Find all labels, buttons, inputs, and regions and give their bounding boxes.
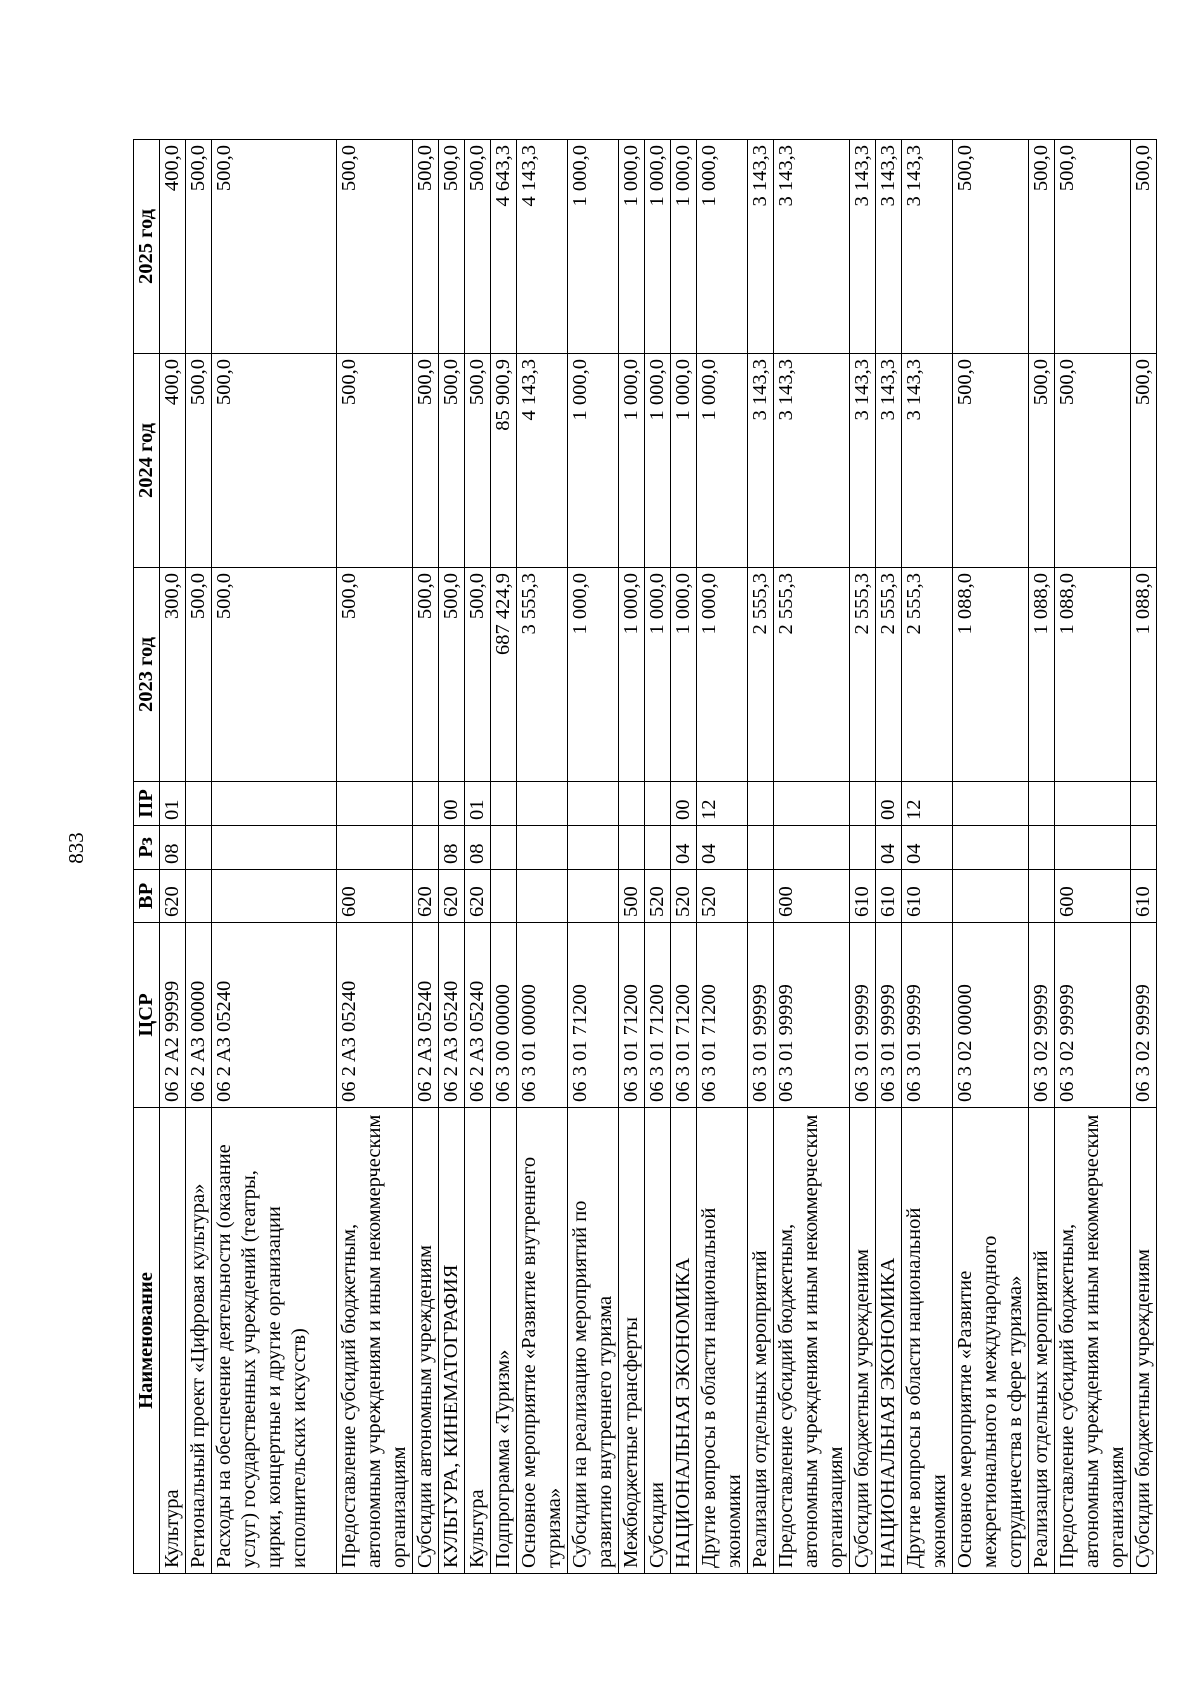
- row-amount-2024: 1 000,0: [619, 354, 645, 568]
- row-amount-2023: 300,0: [160, 568, 186, 782]
- table-row: [876, 140, 902, 1574]
- row-amount-2023: 500,0: [413, 568, 439, 782]
- table-row: [1131, 140, 1157, 1574]
- row-csr: 06 3 01 99999: [850, 923, 876, 1108]
- row-pr: 00: [439, 782, 465, 826]
- row-pr: 12: [697, 782, 748, 826]
- row-vr: [491, 870, 517, 923]
- row-amount-2024: 500,0: [413, 354, 439, 568]
- row-amount-2024: 500,0: [337, 354, 413, 568]
- table-row: [850, 140, 876, 1574]
- row-pr: 00: [876, 782, 902, 826]
- row-amount-2023: 2 555,3: [748, 568, 774, 782]
- row-amount-2024: 1 000,0: [697, 354, 748, 568]
- row-amount-2023: 1 000,0: [671, 568, 697, 782]
- table-row: [619, 140, 645, 1574]
- row-rz: [774, 826, 850, 870]
- header-2025: 2025 год: [134, 140, 160, 354]
- row-amount-2024: 3 143,3: [748, 354, 774, 568]
- row-rz: [1029, 826, 1055, 870]
- row-name: Основное мероприятие «Развитие межрегионального и международного сотрудничества в сфере туризма»: [953, 1108, 1029, 1574]
- table-row: [1055, 140, 1131, 1574]
- table-row: [491, 140, 517, 1574]
- rotated-table-wrapper: [133, 140, 1154, 1574]
- row-amount-2024: 500,0: [439, 354, 465, 568]
- row-csr: 06 2 A3 05240: [439, 923, 465, 1108]
- row-pr: [748, 782, 774, 826]
- row-rz: 04: [876, 826, 902, 870]
- row-csr: 06 2 A2 99999: [160, 923, 186, 1108]
- row-amount-2023: 1 000,0: [697, 568, 748, 782]
- row-amount-2025: 3 143,3: [876, 140, 902, 354]
- table-row: [902, 140, 953, 1574]
- table-header: [134, 140, 160, 1574]
- row-rz: [212, 826, 337, 870]
- table-row: [337, 140, 413, 1574]
- row-amount-2025: 500,0: [439, 140, 465, 354]
- header-2023: 2023 год: [134, 568, 160, 782]
- row-csr: 06 2 A3 05240: [212, 923, 337, 1108]
- table-row: [439, 140, 465, 1574]
- row-pr: [1131, 782, 1157, 826]
- table-row: [465, 140, 491, 1574]
- row-csr: 06 3 01 99999: [902, 923, 953, 1108]
- row-csr: 06 3 00 00000: [491, 923, 517, 1108]
- row-csr: 06 3 01 71200: [697, 923, 748, 1108]
- row-pr: [413, 782, 439, 826]
- header-vr: ВР: [134, 870, 160, 923]
- row-amount-2024: 1 000,0: [671, 354, 697, 568]
- row-amount-2024: 4 143,3: [517, 354, 568, 568]
- row-csr: 06 3 02 99999: [1055, 923, 1131, 1108]
- row-amount-2023: 1 000,0: [619, 568, 645, 782]
- row-csr: 06 3 01 99999: [876, 923, 902, 1108]
- row-amount-2023: 1 000,0: [568, 568, 619, 782]
- row-rz: [850, 826, 876, 870]
- row-pr: [850, 782, 876, 826]
- row-name: Расходы на обеспечение деятельности (оказание услуг) государственных учреждений (театры, цирки, концертные и другие организации исполнительских искусств): [212, 1108, 337, 1574]
- row-pr: 12: [902, 782, 953, 826]
- row-rz: [568, 826, 619, 870]
- row-amount-2023: 1 088,0: [1131, 568, 1157, 782]
- table-row: [953, 140, 1029, 1574]
- budget-table: [133, 139, 1157, 1574]
- row-pr: [774, 782, 850, 826]
- row-amount-2023: 2 555,3: [850, 568, 876, 782]
- row-vr: [568, 870, 619, 923]
- row-amount-2025: 500,0: [953, 140, 1029, 354]
- row-csr: 06 2 A3 00000: [186, 923, 212, 1108]
- row-amount-2024: 500,0: [1029, 354, 1055, 568]
- table-body: [160, 140, 1157, 1574]
- row-vr: 620: [413, 870, 439, 923]
- row-name: Субсидии на реализацию мероприятий по развитию внутреннего туризма: [568, 1108, 619, 1574]
- row-amount-2025: 1 000,0: [568, 140, 619, 354]
- row-rz: [645, 826, 671, 870]
- row-csr: 06 3 01 71200: [671, 923, 697, 1108]
- row-csr: 06 3 02 00000: [953, 923, 1029, 1108]
- header-rz: Рз: [134, 826, 160, 870]
- row-pr: [1029, 782, 1055, 826]
- row-vr: 520: [645, 870, 671, 923]
- table-row: [160, 140, 186, 1574]
- row-name: Культура: [465, 1108, 491, 1574]
- row-rz: [619, 826, 645, 870]
- row-vr: 620: [439, 870, 465, 923]
- row-rz: 04: [902, 826, 953, 870]
- row-vr: [517, 870, 568, 923]
- row-csr: 06 2 A3 05240: [337, 923, 413, 1108]
- table-row: [413, 140, 439, 1574]
- row-amount-2023: 500,0: [439, 568, 465, 782]
- row-csr: 06 2 A3 05240: [465, 923, 491, 1108]
- row-csr: 06 3 01 71200: [619, 923, 645, 1108]
- row-csr: 06 3 01 99999: [774, 923, 850, 1108]
- row-amount-2025: 500,0: [212, 140, 337, 354]
- row-vr: 600: [337, 870, 413, 923]
- row-vr: 600: [774, 870, 850, 923]
- row-vr: 500: [619, 870, 645, 923]
- row-name: Субсидии: [645, 1108, 671, 1574]
- row-pr: [953, 782, 1029, 826]
- row-name: Реализация отдельных мероприятий: [1029, 1108, 1055, 1574]
- row-name: Субсидии автономным учреждениям: [413, 1108, 439, 1574]
- row-csr: 06 3 01 00000: [517, 923, 568, 1108]
- row-amount-2025: 1 000,0: [619, 140, 645, 354]
- row-amount-2023: 1 088,0: [1055, 568, 1131, 782]
- row-amount-2025: 3 143,3: [902, 140, 953, 354]
- row-name: Другие вопросы в области национальной экономики: [697, 1108, 748, 1574]
- row-amount-2025: 400,0: [160, 140, 186, 354]
- row-amount-2023: 500,0: [186, 568, 212, 782]
- row-amount-2025: 4 643,3: [491, 140, 517, 354]
- table-row: [568, 140, 619, 1574]
- row-name: Подпрограмма «Туризм»: [491, 1108, 517, 1574]
- row-vr: 620: [160, 870, 186, 923]
- row-pr: [186, 782, 212, 826]
- row-amount-2023: 500,0: [337, 568, 413, 782]
- row-vr: 610: [1131, 870, 1157, 923]
- row-csr: 06 3 01 99999: [748, 923, 774, 1108]
- row-amount-2025: 4 143,3: [517, 140, 568, 354]
- row-name: Другие вопросы в области национальной экономики: [902, 1108, 953, 1574]
- row-amount-2025: 500,0: [337, 140, 413, 354]
- row-csr: 06 3 02 99999: [1131, 923, 1157, 1108]
- row-amount-2024: 500,0: [186, 354, 212, 568]
- row-rz: [1131, 826, 1157, 870]
- row-amount-2023: 1 088,0: [953, 568, 1029, 782]
- row-name: Предоставление субсидий бюджетным, автономным учреждениям и иным некоммерческим организациям: [337, 1108, 413, 1574]
- table-row: [671, 140, 697, 1574]
- row-rz: [1055, 826, 1131, 870]
- row-amount-2025: 500,0: [1055, 140, 1131, 354]
- table-row: [774, 140, 850, 1574]
- row-amount-2023: 687 424,9: [491, 568, 517, 782]
- row-pr: [517, 782, 568, 826]
- row-amount-2025: 3 143,3: [850, 140, 876, 354]
- row-amount-2023: 2 555,3: [902, 568, 953, 782]
- row-vr: [212, 870, 337, 923]
- row-pr: [491, 782, 517, 826]
- row-vr: [1029, 870, 1055, 923]
- row-name: Предоставление субсидий бюджетным, автономным учреждениям и иным некоммерческим организациям: [1055, 1108, 1131, 1574]
- row-rz: [337, 826, 413, 870]
- row-rz: [748, 826, 774, 870]
- row-amount-2024: 500,0: [465, 354, 491, 568]
- row-amount-2025: 3 143,3: [774, 140, 850, 354]
- row-pr: [619, 782, 645, 826]
- row-amount-2024: 85 900,9: [491, 354, 517, 568]
- row-rz: [953, 826, 1029, 870]
- row-rz: [413, 826, 439, 870]
- row-vr: 620: [465, 870, 491, 923]
- row-amount-2025: 500,0: [413, 140, 439, 354]
- row-rz: [491, 826, 517, 870]
- row-pr: 00: [671, 782, 697, 826]
- row-amount-2024: 3 143,3: [774, 354, 850, 568]
- row-name: Реализация отдельных мероприятий: [748, 1108, 774, 1574]
- row-amount-2025: 1 000,0: [645, 140, 671, 354]
- row-amount-2024: 400,0: [160, 354, 186, 568]
- row-amount-2025: 500,0: [186, 140, 212, 354]
- header-2024: 2024 год: [134, 354, 160, 568]
- row-vr: 520: [671, 870, 697, 923]
- table-row: [748, 140, 774, 1574]
- row-amount-2024: 500,0: [953, 354, 1029, 568]
- row-pr: [212, 782, 337, 826]
- header-csr: ЦСР: [134, 923, 160, 1108]
- row-name: Предоставление субсидий бюджетным, автономным учреждениям и иным некоммерческим организациям: [774, 1108, 850, 1574]
- page-number: 833: [64, 832, 88, 864]
- table-row: [186, 140, 212, 1574]
- row-amount-2023: 2 555,3: [876, 568, 902, 782]
- row-amount-2024: 3 143,3: [902, 354, 953, 568]
- row-csr: 06 3 01 71200: [568, 923, 619, 1108]
- row-csr: 06 3 01 71200: [645, 923, 671, 1108]
- row-amount-2025: 1 000,0: [671, 140, 697, 354]
- row-amount-2023: 1 000,0: [645, 568, 671, 782]
- row-amount-2025: 500,0: [465, 140, 491, 354]
- row-pr: 01: [160, 782, 186, 826]
- row-name: Культура: [160, 1108, 186, 1574]
- row-amount-2024: 3 143,3: [876, 354, 902, 568]
- row-amount-2024: 1 000,0: [645, 354, 671, 568]
- row-pr: [337, 782, 413, 826]
- row-vr: 600: [1055, 870, 1131, 923]
- row-csr: 06 3 02 99999: [1029, 923, 1055, 1108]
- row-rz: [186, 826, 212, 870]
- row-vr: 610: [850, 870, 876, 923]
- table-row: [517, 140, 568, 1574]
- row-amount-2023: 1 088,0: [1029, 568, 1055, 782]
- row-name: Региональный проект «Цифровая культура»: [186, 1108, 212, 1574]
- row-rz: 08: [465, 826, 491, 870]
- row-rz: [517, 826, 568, 870]
- header-row: [134, 140, 160, 1574]
- table-row: [212, 140, 337, 1574]
- row-name: КУЛЬТУРА, КИНЕМАТОГРАФИЯ: [439, 1108, 465, 1574]
- row-amount-2024: 500,0: [1055, 354, 1131, 568]
- row-name: Субсидии бюджетным учреждениям: [850, 1108, 876, 1574]
- row-pr: [1055, 782, 1131, 826]
- row-name: Субсидии бюджетным учреждениям: [1131, 1108, 1157, 1574]
- row-pr: 01: [465, 782, 491, 826]
- row-pr: [645, 782, 671, 826]
- table-row: [697, 140, 748, 1574]
- row-rz: 08: [439, 826, 465, 870]
- row-vr: [748, 870, 774, 923]
- row-amount-2024: 500,0: [212, 354, 337, 568]
- row-amount-2023: 500,0: [212, 568, 337, 782]
- header-pr: ПР: [134, 782, 160, 826]
- row-amount-2024: 1 000,0: [568, 354, 619, 568]
- row-amount-2025: 1 000,0: [697, 140, 748, 354]
- table-row: [645, 140, 671, 1574]
- row-amount-2024: 3 143,3: [850, 354, 876, 568]
- row-vr: 610: [876, 870, 902, 923]
- row-rz: 04: [671, 826, 697, 870]
- row-rz: 08: [160, 826, 186, 870]
- row-amount-2023: 500,0: [465, 568, 491, 782]
- row-amount-2024: 500,0: [1131, 354, 1157, 568]
- table-row: [1029, 140, 1055, 1574]
- row-pr: [568, 782, 619, 826]
- row-amount-2023: 3 555,3: [517, 568, 568, 782]
- header-name: Наименование: [134, 1108, 160, 1574]
- row-rz: 04: [697, 826, 748, 870]
- row-vr: [186, 870, 212, 923]
- row-amount-2025: 500,0: [1131, 140, 1157, 354]
- row-amount-2023: 2 555,3: [774, 568, 850, 782]
- row-name: НАЦИОНАЛЬНАЯ ЭКОНОМИКА: [671, 1108, 697, 1574]
- row-vr: 610: [902, 870, 953, 923]
- row-name: НАЦИОНАЛЬНАЯ ЭКОНОМИКА: [876, 1108, 902, 1574]
- row-name: Основное мероприятие «Развитие внутреннего туризма»: [517, 1108, 568, 1574]
- row-csr: 06 2 A3 05240: [413, 923, 439, 1108]
- row-name: Межбюджетные трансферты: [619, 1108, 645, 1574]
- row-amount-2025: 3 143,3: [748, 140, 774, 354]
- row-vr: 520: [697, 870, 748, 923]
- row-amount-2025: 500,0: [1029, 140, 1055, 354]
- row-vr: [953, 870, 1029, 923]
